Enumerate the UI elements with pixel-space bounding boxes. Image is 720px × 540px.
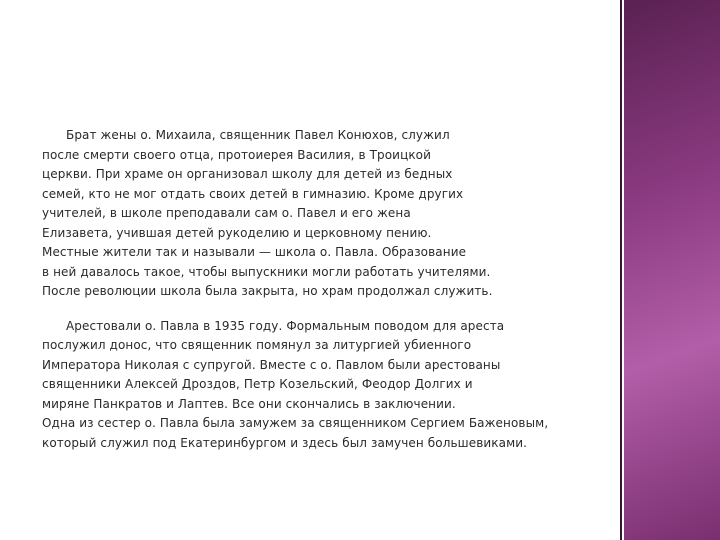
text-line: После революции школа была закрыта, но храм продолжал служить. [42,284,493,298]
slide-text-body [42,126,612,453]
paragraph-school [42,126,612,302]
text-line: учителей, в школе преподавали сам о. Павел и его жена [42,206,411,220]
text-line: Елизавета, учившая детей рукоделию и церковному пению. [42,225,432,240]
text-line: после смерти своего отца, протоиерея Василия, в Троицкой [42,147,432,162]
side-panel-divider [620,0,622,540]
text-line: Местные жители так и называли — школа о. Павла. Образование [42,245,467,259]
text-line: в ней давалось такое, чтобы выпускники могли работать учителями. [42,264,491,279]
decorative-side-panel [624,0,720,540]
text-line: миряне Панкратов и Лаптев. Все они скончались в заключении. [42,396,456,411]
text-line: Одна из сестер о. Павла была замужем за священником Сергием Баженовым, [42,416,549,430]
text-line: Императора Николая с супругой. Вместе с о. Павлом были арестованы [42,357,501,372]
text-line: который служил под Екатеринбургом и здесь был замучен большевиками. [42,435,528,450]
paragraph-arrest [42,317,612,454]
text-line: послужил донос, что священник помянул за литургией убиенного [42,338,472,352]
text-line: священники Алексей Дроздов, Петр Козельский, Феодор Долгих и [42,377,473,391]
text-line: Брат жены о. Михаила, священник Павел Конюхов, служил [66,128,450,142]
text-line: семей, кто не мог отдать своих детей в гимназию. Кроме других [42,186,464,201]
text-line: церкви. При храме он организовал школу для детей из бедных [42,167,453,181]
text-line: Арестовали о. Павла в 1935 году. Формальным поводом для ареста [66,318,505,333]
